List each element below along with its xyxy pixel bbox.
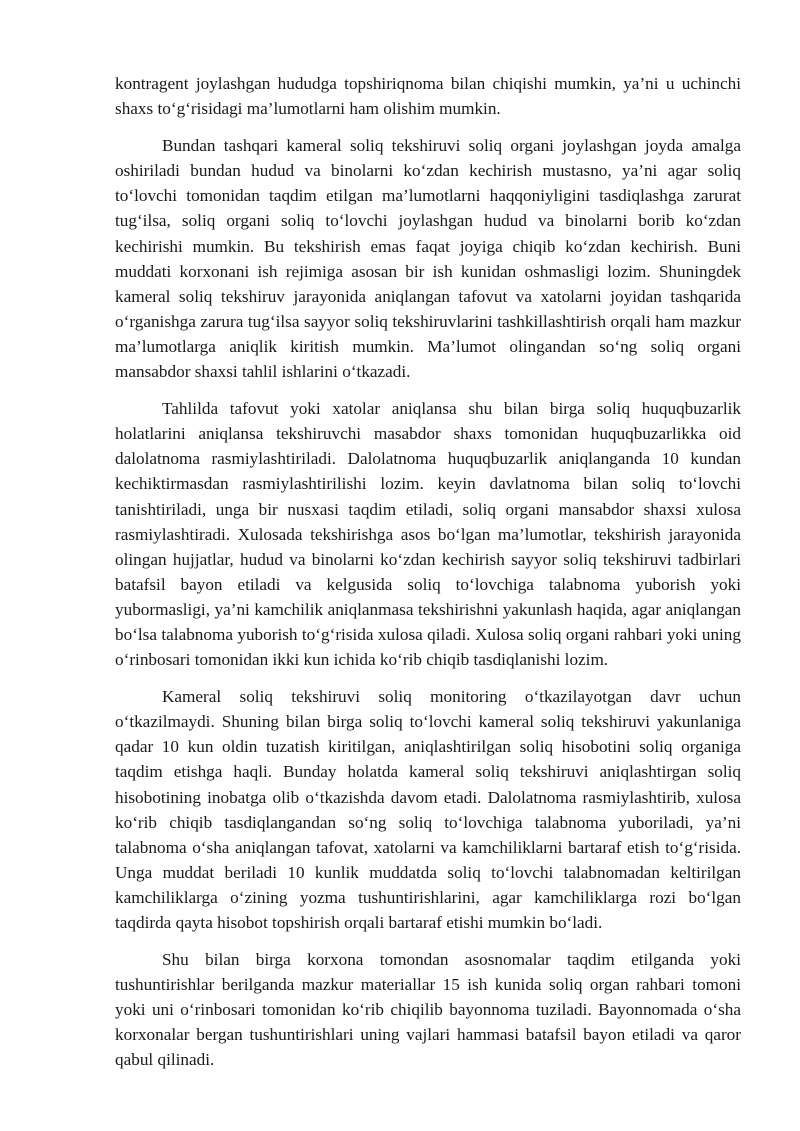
- paragraph-analysis: Tahlilda tafovut yoki xatolar aniqlansa shu bilan birga soliq huquqbuzarlik holatlarini aniqlansa tekshiruvchi masabdor shaxs tomonidan huquqbuzarlikka oid dalolatnoma rasmiylashtiriladi. Dalolatnoma huquqbuzarlik aniqlanganda 10 kundan kechiktirmasdan rasmiylashtirilishi lozim. keyin davlatnoma bilan soliq to‘lovchi tanishtiriladi, unga bir nusxasi taqdim etiladi, soliq organi mansabdor shaxsi xulosa rasmiylashtiradi. Xulosada tekshirishga asos bo‘lgan ma’lumotlar, tekshirish jarayonida olingan hujjatlar, hudud va binolarni ko‘zdan kechirish sayyor soliq tekshiruvi tadbirlari batafsil bayon etiladi va kelgusida soliq to‘lovchiga talabnoma yuborish yoki yubormasligi, ya’ni kamchilik aniqlanmasa tekshirishni yakunlash haqida, agar aniqlangan bo‘lsa talabnoma yuborish to‘g‘risida xulosa qiladi. Xulosa soliq organi rahbari yoki uning o‘rinbosari tomonidan ikki kun ichida ko‘rib chiqib tasdiqlanishi lozim.: [115, 399, 741, 670]
- paragraph-explanations: Shu bilan birga korxona tomondan asosnomalar taqdim etilganda yoki tushuntirishlar berilganda mazkur materiallar 15 ish kunida soliq organ rahbari tomoni yoki uni o‘rinbosari tomonidan ko‘rib chiqilib bayonnoma tuziladi. Bayonnomada o‘sha korxonalar bergan tushuntirishlari uning vajlari hammasi batafsil bayon etiladi va qaror qabul qilinadi.: [115, 950, 741, 1070]
- paragraph-monitoring: Kameral soliq tekshiruvi soliq monitoring o‘tkazilayotgan davr uchun o‘tkazilmaydi. Shuning bilan birga soliq to‘lovchi kameral soliq tekshiruvi yakunlaniga qadar 10 kun oldin tuzatish kiritilgan, aniqlashtirilgan soliq hisobotini soliq organiga taqdim etishga haqli. Bunday holatda kameral soliq tekshiruvi aniqlashtirgan soliq hisobotining inobatga olib o‘tkazishda davom etadi. Dalolatnoma rasmiylashtirib, xulosa ko‘rib chiqib tasdiqlangandan so‘ng soliq to‘lovchiga talabnoma yuboriladi, ya’ni talabnoma o‘sha aniqlangan tafovat, xatolarni va kamchiliklarni bartaraf etish to‘g‘risida. Unga muddat beriladi 10 kunlik muddatda soliq to‘lovchi talabnomadan keltirilgan kamchiliklarga o‘zining yozma tushuntirishlarini, agar kamchiliklarga rozi bo‘lgan taqdirda qayta hisobot topshirish orqali bartaraf etishi mumkin bo‘ladi.: [115, 687, 741, 932]
- paragraph-kameral-location: Bundan tashqari kameral soliq tekshiruvi soliq organi joylashgan joyda amalga oshiriladi bundan hudud va binolarni ko‘zdan kechirish mustasno, ya’ni agar soliq to‘lovchi tomonidan taqdim etilgan ma’lumotlarni haqqoniyligini tasdiqlashga zarurat tug‘ilsa, soliq organi soliq to‘lovchi joylashgan hudud va binolarni borib ko‘zdan kechirishi mumkin. Bu tekshirish emas faqat joyiga chiqib ko‘zdan kechirish. Buni muddati korxonani ish rejimiga asosan bir ish kunidan oshmasligi lozim. Shuningdek kameral soliq tekshiruv jarayonida aniqlangan tafovut va xatolarni joyidan tashqarida o‘rganishga zarura tug‘ilsa sayyor soliq tekshiruvlarini tashkillashtirish orqali ham mazkur ma’lumotlarga aniqlik kiritish mumkin. Ma’lumot olingandan so‘ng soliq organi mansabdor shaxsi tahlil ishlarini o‘tkazadi.: [115, 136, 741, 382]
- document-page: [115, 71, 741, 1085]
- paragraph-continuation: kontragent joylashgan hududga topshiriqnoma bilan chiqishi mumkin, ya’ni u uchinchi shaxs to‘g‘risidagi ma’lumotlarni ham olishim mumkin.: [115, 74, 741, 119]
